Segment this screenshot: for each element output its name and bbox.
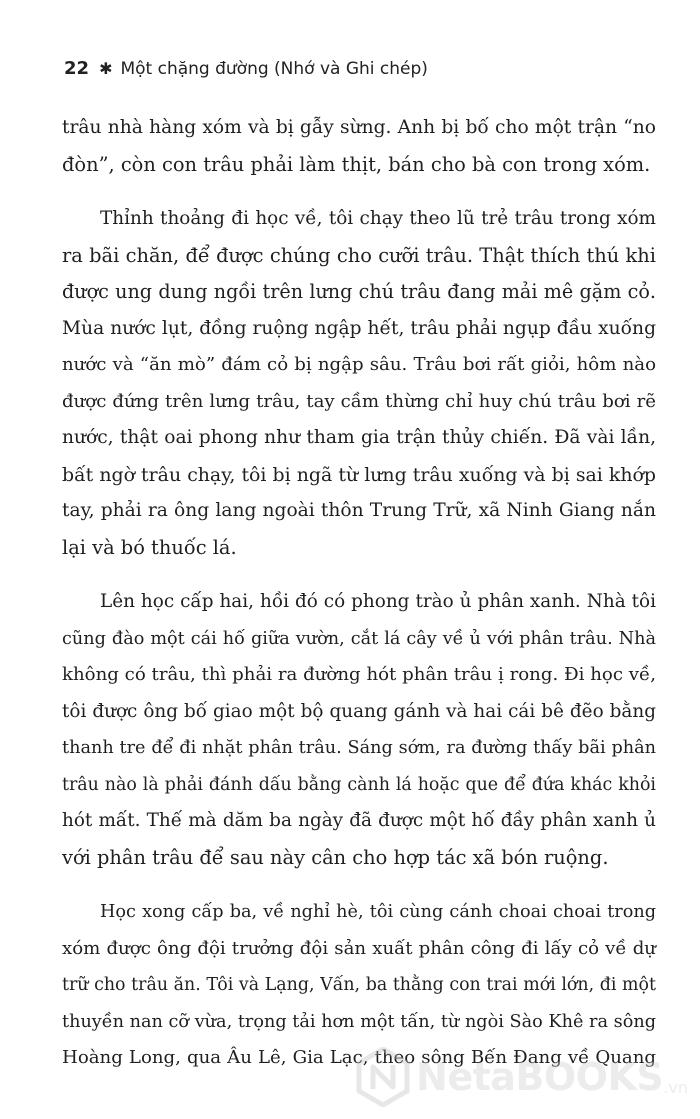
text-line: lại và bó thuốc lá. [62, 535, 237, 559]
text-line: nước và “ăn mò” đám cỏ bị ngập sâu. Trâu bơi rất giỏi, hôm nào [62, 354, 656, 375]
text-line: bất ngờ trâu chạy, tôi bị ngã từ lưng trâu xuống và bị sai khớp [62, 463, 656, 486]
watermark-domain-suffix: .vn [663, 1078, 688, 1097]
text-line: Lên học cấp hai, hồi đó có phong trào ủ phân xanh. Nhà tôi [100, 591, 656, 612]
text-line: được đứng trên lưng trâu, tay cầm thừng chỉ huy chú trâu bơi rẽ [62, 390, 656, 412]
page-number: 22 [64, 58, 90, 79]
paragraph [62, 110, 656, 183]
text-line: xóm được ông đội trưởng đội sản xuất phân công đi lấy cỏ về dự [62, 937, 656, 959]
text-line: trữ cho trâu ăn. Tôi và Lạng, Vấn, ba thằng con trai mới lớn, đi một [62, 975, 656, 995]
text-line: tôi được ông bố giao một bộ quang gánh và hai cái bê đẽo bằng [62, 700, 656, 722]
text-line: thuyền nan cỡ vừa, trọng tải hơn một tấn, từ ngòi Sào Khê ra sông [62, 1011, 656, 1032]
text-line: đòn”, còn con trâu phải làm thịt, bán cho bà con trong xóm. [62, 152, 651, 176]
text-line: trâu nhà hàng xóm và bị gẫy sừng. Anh bị bố cho một trận “no [62, 117, 656, 138]
body-text [62, 110, 656, 1077]
text-line: Hoàng Long, qua Âu Lê, Gia Lạc, theo sông Bến Đang về Quang [62, 1047, 656, 1068]
text-line: tay, phải ra ông lang ngoài thôn Trung Trữ, xã Ninh Giang nắn [62, 500, 656, 521]
text-line: Mùa nước lụt, đồng ruộng ngập hết, trâu phải ngụp đầu xuống [62, 317, 656, 339]
paragraph [62, 584, 656, 876]
text-line: ra bãi chăn, để được chúng cho cưỡi trâu. Thật thích thú khi [62, 243, 656, 267]
text-line: hót mất. Thế mà dăm ba ngày đã được một hố đầy phân xanh ủ [62, 810, 656, 831]
netabooks-logo-icon [356, 1047, 410, 1107]
watermark-brand: NetaBOOKS [416, 1055, 664, 1099]
book-title: Một chặng đường (Nhớ và Ghi chép) [120, 58, 428, 79]
text-line: cũng đào một cái hố giữa vườn, cắt lá cây về ủ với phân trâu. Nhà [62, 628, 656, 649]
text-line: Học xong cấp ba, về nghỉ hè, tôi cùng cánh choai choai trong [100, 902, 656, 922]
text-line: với phân trâu để sau này cân cho hợp tác xã bón ruộng. [62, 845, 609, 869]
text-line: Thỉnh thoảng đi học về, tôi chạy theo lũ trẻ trâu trong xóm [100, 208, 656, 229]
running-header [64, 58, 428, 79]
paragraph [62, 201, 656, 566]
text-line: được ung dung ngồi trên lưng chú trâu đang mải mê gặm cỏ. [62, 280, 656, 303]
watermark [356, 1047, 688, 1107]
asterisk-separator-icon: ✱ [99, 59, 113, 78]
text-line: nước, thật oai phong như tham gia trận thủy chiến. Đã vài lần, [62, 427, 656, 448]
text-line: không có trâu, thì phải ra đường hót phân trâu ị rong. Đi học về, [62, 664, 656, 685]
text-line: trâu nào là phải đánh dấu bằng cành lá hoặc que để đứa khác khỏi [62, 774, 656, 795]
text-line: thanh tre để đi nhặt phân trâu. Sáng sớm, ra đường thấy bãi phân [62, 738, 656, 758]
